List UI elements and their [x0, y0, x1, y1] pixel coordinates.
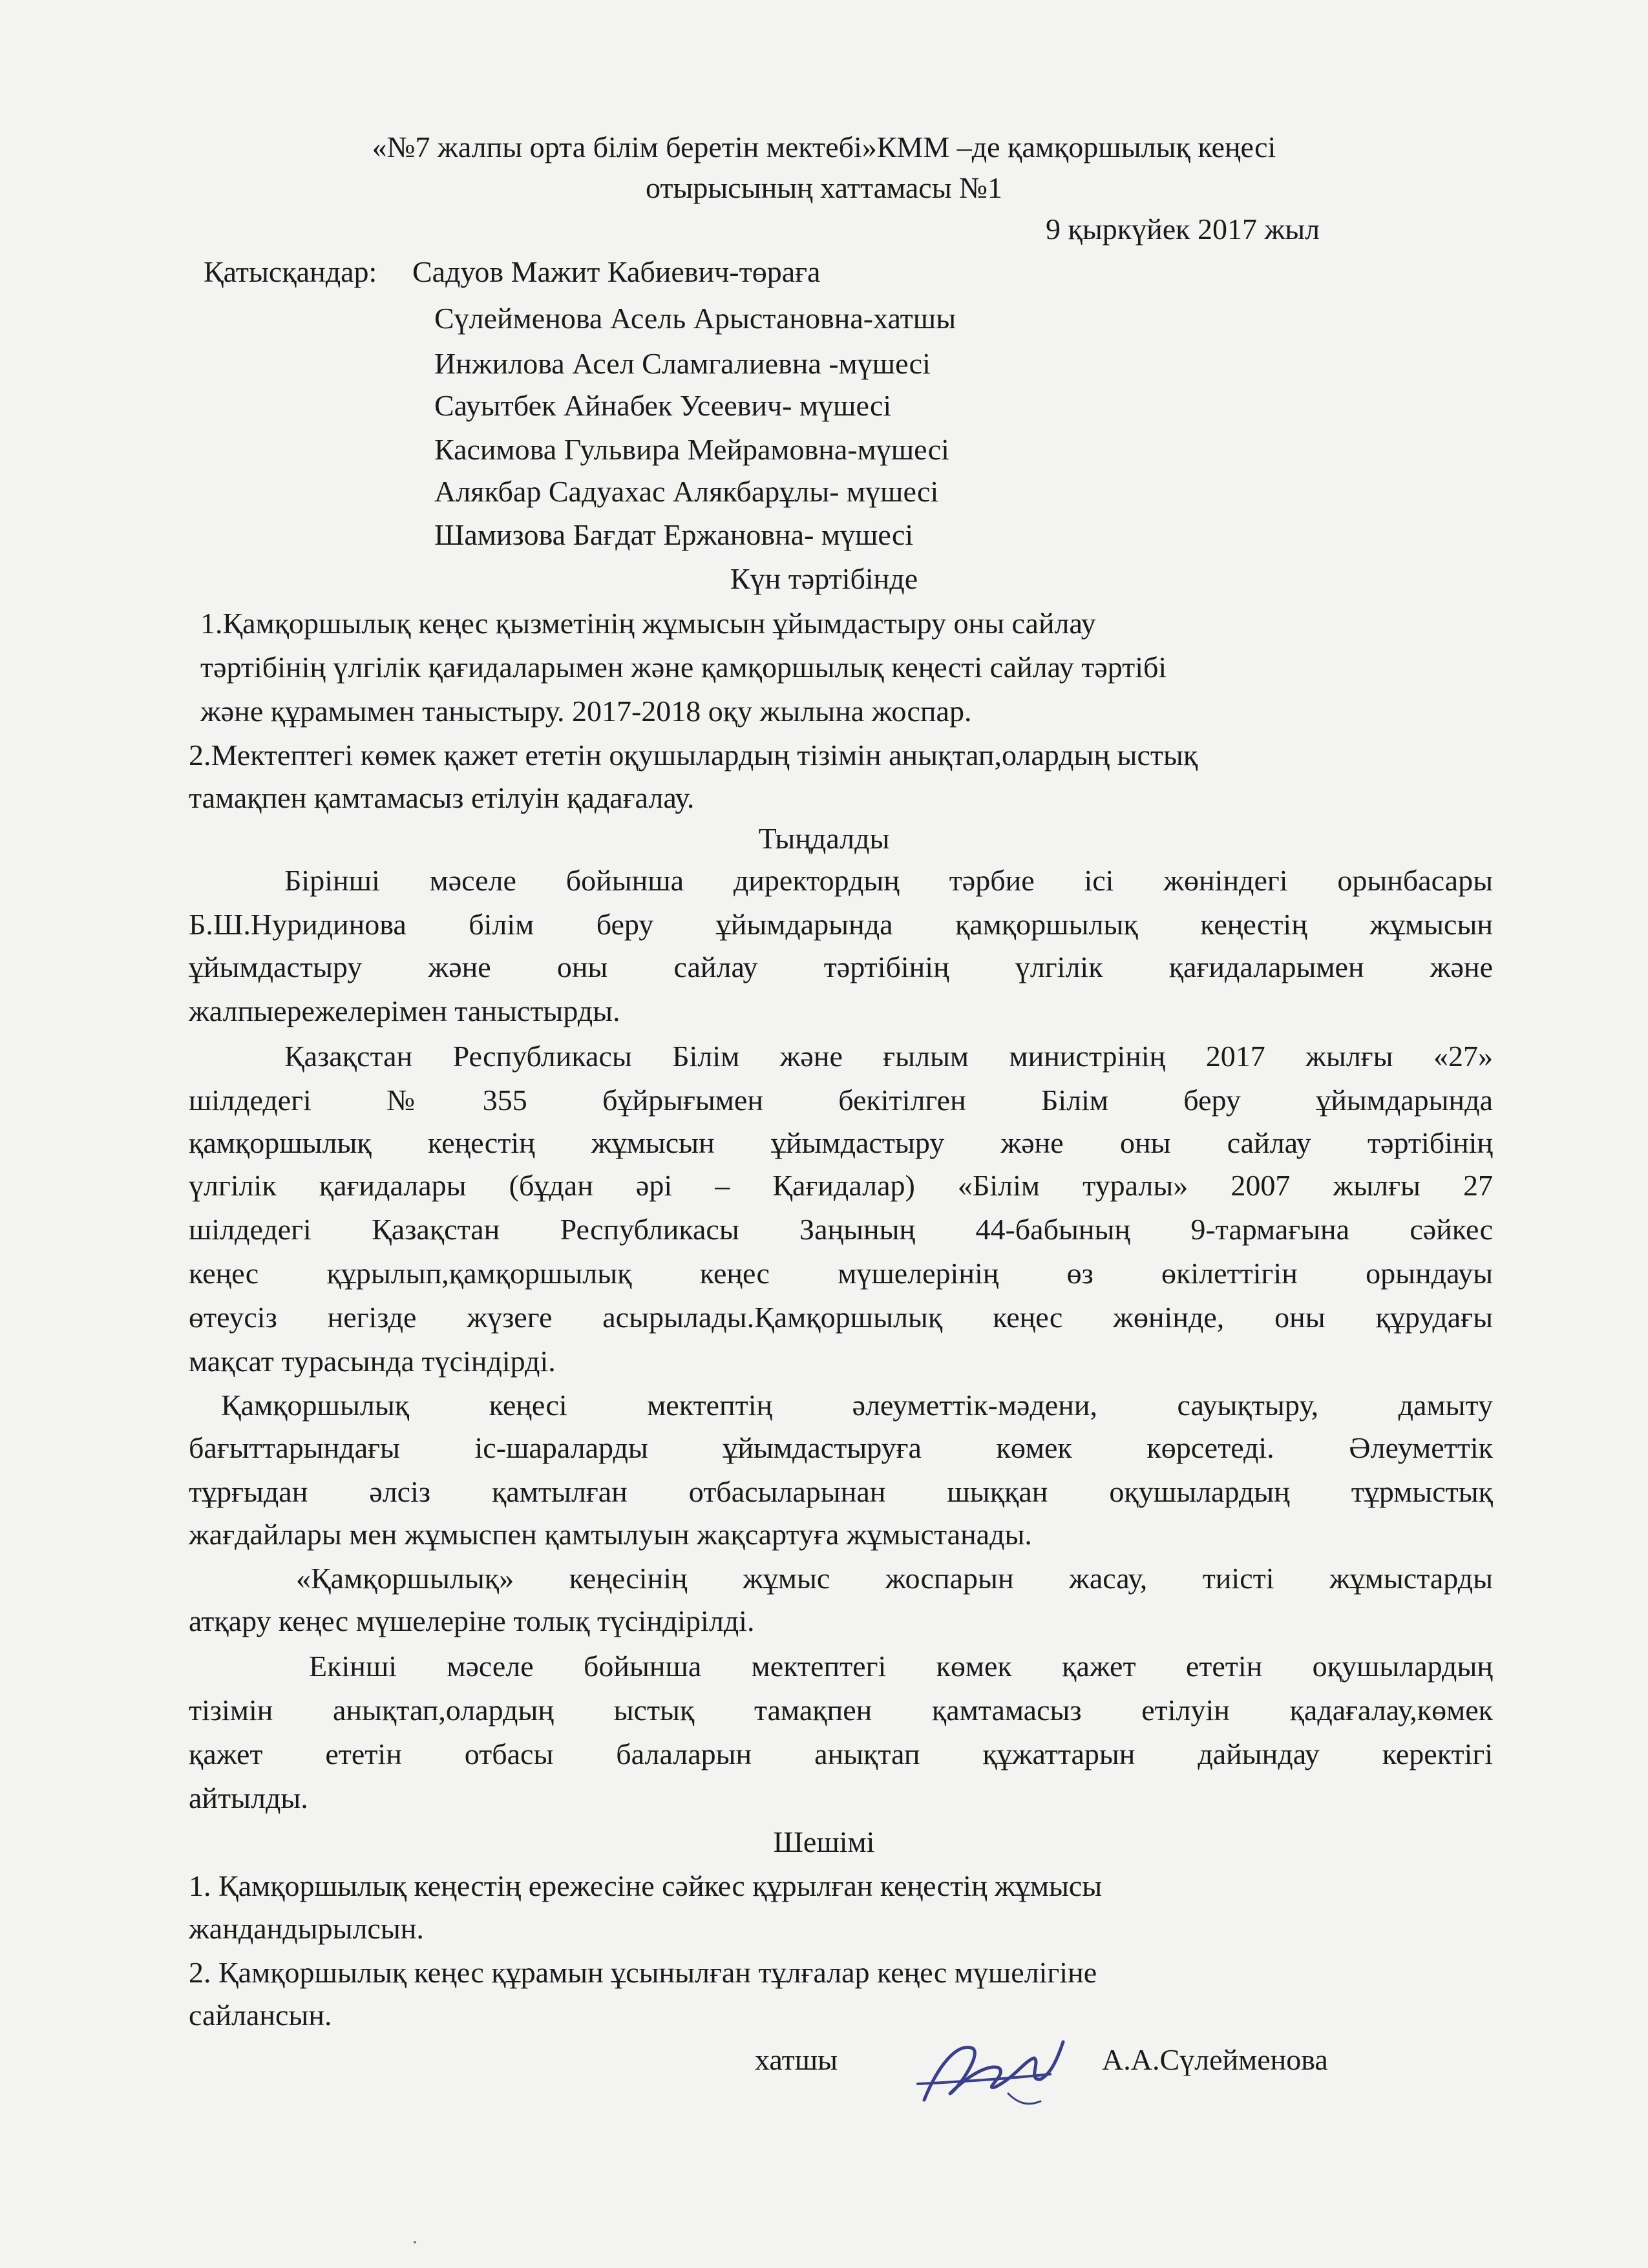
heard-heading: Тыңдалды	[758, 822, 890, 855]
heard-line-11: өтеусіз негізде жүзеге асырылады.Қамқоршылық кеңес жөнінде, оны құрудағы	[189, 1303, 1493, 1334]
heard-line-17: «Қамқоршылық» кеңесінің жұмыс жоспарын жасау, тиісті жұмыстарды	[296, 1564, 1493, 1595]
participants-label: Қатысқандар:	[204, 255, 377, 288]
decision-heading: Шешімі	[773, 1825, 875, 1858]
heard-line-18: атқару кеңес мүшелеріне толық түсіндірілді.	[189, 1604, 755, 1637]
participant-3: Инжилова Асел Сламгалиевна -мүшесі	[434, 347, 931, 380]
decision-line-3: 2. Қамқоршылық кеңес құрамын ұсынылған тұлғалар кеңес мүшелігіне	[189, 1956, 1097, 1989]
participant-7: Шамизова Бағдат Ержановна- мүшесі	[434, 518, 914, 551]
heard-line-2: Б.Ш.Нуридинова білім беру ұйымдарында қамқоршылық кеңестің жұмысын	[189, 910, 1493, 941]
heard-line-15: тұрғыдан әлсіз қамтылған отбасыларынан шыққан оқушылардың тұрмыстық	[189, 1477, 1493, 1508]
heard-line-10: кеңес құрылып,қамқоршылық кеңес мүшелерінің өз өкілеттігін орындауы	[189, 1259, 1493, 1290]
heard-line-3: ұйымдастыру және оны сайлау тәртібінің үлгілік қағидаларымен және	[189, 952, 1493, 983]
decision-line-2: жандандырылсын.	[189, 1912, 424, 1945]
heard-line-6: шілдедегі №355 бұйрығымен бекітілген Білім беру ұйымдарында	[189, 1086, 1493, 1117]
participant-2: Сүлейменова Асель Арыстановна-хатшы	[434, 302, 956, 335]
heard-line-7: қамқоршылық кеңестің жұмысын ұйымдастыру және оны сайлау тәртібінің	[189, 1128, 1493, 1159]
heard-line-1: Бірінші мәселе бойынша директордың тәрбие ісі жөніндегі орынбасары	[284, 866, 1493, 897]
heard-line-19: Екінші мәселе бойынша мектептегі көмек қажет ететін оқушылардың	[309, 1652, 1493, 1683]
heard-line-16: жағдайлары мен жұмыспен қамтылуын жақсартуға жұмыстанады.	[189, 1518, 1032, 1551]
participant-5: Касимова Гульвира Мейрамовна-мүшесі	[434, 433, 949, 466]
agenda-line-1: 1.Қамқоршылық кеңес қызметінің жұмысын ұйымдастыру оны сайлау	[200, 607, 1096, 640]
title-line-2: отырысының хаттамасы №1	[646, 171, 1002, 204]
participant-6: Алякбар Садуахас Алякбарұлы- мүшесі	[434, 475, 939, 508]
heard-line-8: үлгілік қағидалары (бұдан әрі – Қағидалар) «Білім туралы» 2007 жылғы 27	[189, 1171, 1493, 1202]
agenda-line-5: тамақпен қамтамасыз етілуін қадағалау.	[189, 781, 695, 814]
heard-line-14: бағыттарындағы іс-шараларды ұйымдастыруға көмек көрсетеді. Әлеуметтік	[189, 1433, 1493, 1464]
agenda-line-3: және құрамымен таныстыру. 2017-2018 оқу жылына жоспар.	[200, 695, 972, 728]
decision-line-4: сайлансын.	[189, 1999, 332, 2032]
heard-line-9: шілдедегі Қазақстан Республикасы Заңының 44-бабының 9-тармағына сәйкес	[189, 1215, 1493, 1246]
title-line-1: «№7 жалпы орта білім беретін мектебі»КММ –де қамқоршылық кеңесі	[372, 131, 1276, 163]
heard-line-20: тізімін анықтап,олардың ыстық тамақпен қамтамасыз етілуін қадағалау,көмек	[189, 1696, 1493, 1727]
agenda-line-4: 2.Мектептегі көмек қажет ететін оқушылардың тізімін анықтап,олардың ыстық	[189, 739, 1198, 772]
heard-line-4: жалпыережелерімен таныстырды.	[189, 994, 620, 1027]
signature-role: хатшы	[755, 2043, 838, 2076]
agenda-line-2: тәртібінің үлгілік қағидаларымен және қамқоршылық кеңесті сайлау тәртібі	[200, 651, 1167, 684]
handwritten-signature	[911, 2029, 1073, 2113]
agenda-heading: Күн тәртібінде	[730, 562, 918, 595]
participant-4: Сауытбек Айнабек Усеевич- мүшесі	[434, 389, 892, 422]
decision-line-1: 1. Қамқоршылық кеңестің ережесіне сәйкес құрылған кеңестің жұмысы	[189, 1869, 1103, 1902]
heard-line-13: Қамқоршылық кеңесі мектептің әлеуметтік-мәдени, сауықтыру, дамыту	[221, 1391, 1493, 1422]
heard-line-22: айтылды.	[189, 1781, 308, 1814]
scan-speck	[414, 2241, 416, 2243]
document-date: 9 қыркүйек 2017 жыл	[1046, 213, 1320, 246]
participant-1: Садуов Мажит Кабиевич-төраға	[412, 255, 821, 288]
signature-name: А.А.Сүлейменова	[1102, 2043, 1328, 2076]
heard-line-21: қажет ететін отбасы балаларын анықтап құжаттарын дайындау керектігі	[189, 1739, 1493, 1770]
heard-line-12: мақсат турасында түсіндірді.	[189, 1345, 556, 1378]
heard-line-5: Қазақстан Республикасы Білім және ғылым министрінің 2017 жылғы «27»	[284, 1042, 1493, 1073]
